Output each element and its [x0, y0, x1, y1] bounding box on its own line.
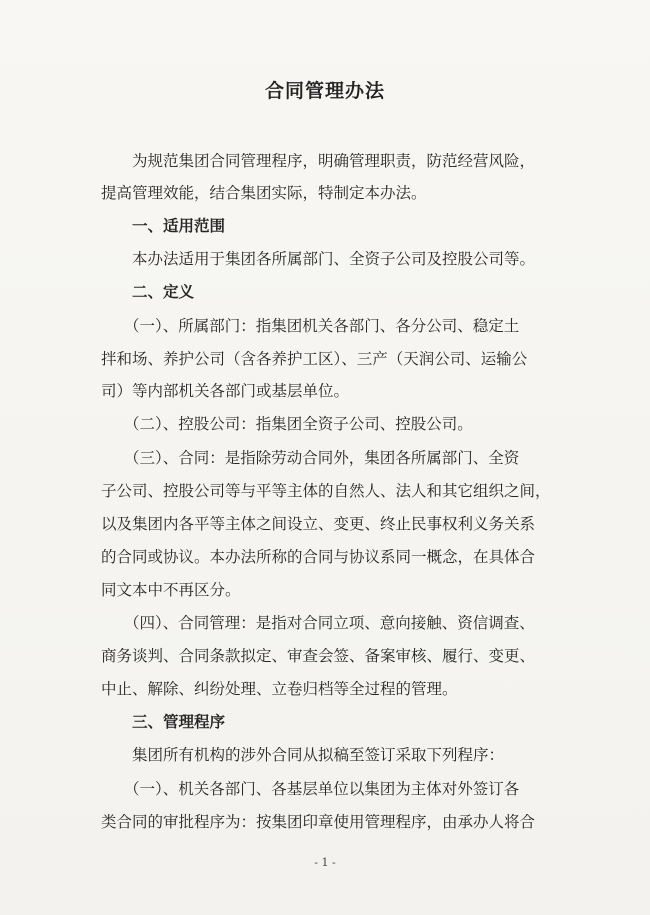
body-line-4: 本办法适用于集团各所属部门、全资子公司及控股公司等。: [132, 250, 536, 268]
body-line-9: （二）、控股公司：指集团全资子公司、控股公司。: [124, 415, 473, 433]
body-line-12: 以及集团内各平等主体之间设立、变更、终止民事权利义务关系: [101, 515, 536, 533]
body-line-8: 司）等内部机关各部门或基层单位。: [101, 382, 350, 400]
body-line-19: 集团所有机构的涉外合同从拟稿至签订采取下列程序：: [132, 746, 505, 764]
section-heading-definitions: 二、定义: [132, 283, 195, 301]
body-line-2: 提高管理效能，结合集团实际，特制定本办法。: [101, 184, 427, 202]
body-line-21: 类合同的审批程序为：按集团印章使用管理程序，由承办人将合: [101, 813, 536, 831]
section-heading-scope: 一、适用范围: [132, 217, 226, 235]
body-line-10: （三）、合同：是指除劳动合同外，集团各所属部门、全资: [124, 449, 520, 467]
body-line-13: 的合同或协议。本办法所称的合同与协议系同一概念，在具体合: [101, 548, 536, 566]
body-line-20: （一）、机关各部门、各基层单位以集团为主体对外签订各: [124, 780, 520, 798]
body-line-17: 中止、解除、纠纷处理、立卷归档等全过程的管理。: [101, 680, 458, 698]
body-line-15: （四）、合同管理：是指对合同立项、意向接触、资信调查、: [124, 614, 535, 632]
document-title: 合同管理办法: [264, 80, 385, 102]
body-line-14: 同文本中不再区分。: [101, 581, 241, 599]
page-number: - 1 -: [314, 856, 336, 869]
body-line-7: 拌和场、养护公司（含各养护工区）、三产（天润公司、运输公: [101, 350, 528, 368]
body-line-6: （一）、所属部门：指集团机关各部门、各分公司、稳定土: [124, 317, 520, 335]
body-line-11: 子公司、控股公司等与平等主体的自然人、法人和其它组织之间，: [101, 482, 551, 500]
body-line-16: 商务谈判、合同条款拟定、审查会签、备案审核、履行、变更、: [101, 647, 536, 665]
section-heading-procedure: 三、管理程序: [132, 713, 226, 731]
body-line-1: 为规范集团合同管理程序，明确管理职责，防范经营风险，: [132, 152, 536, 170]
